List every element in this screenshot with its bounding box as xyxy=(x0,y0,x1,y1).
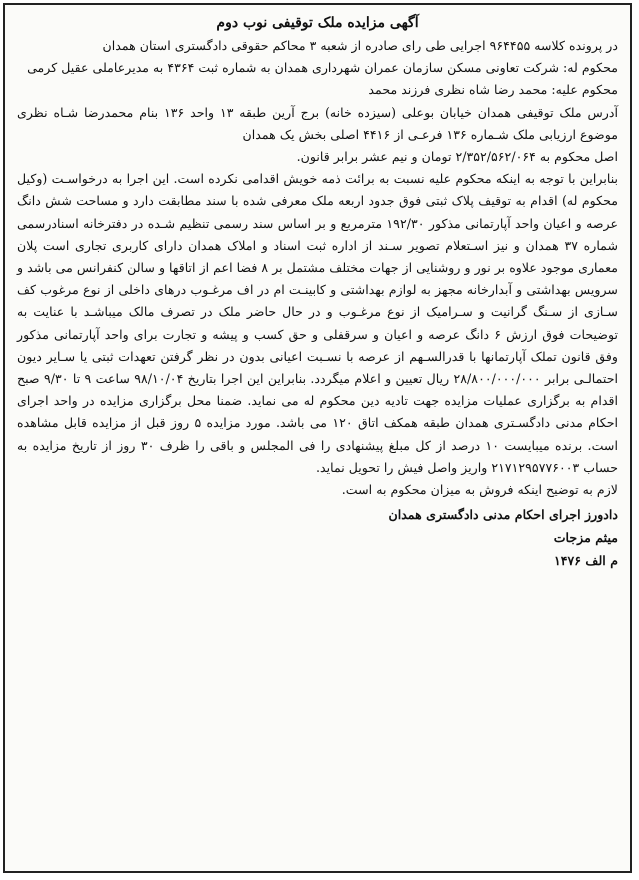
body-paragraph: بنابراین با توجه به اینکه محکوم علیه نسبت به برائت ذمه خویش اقدامی نکرده است. این اجرا به درخواسـت (وکیل محکوم له) اقدام به توقیف پلاک ثبتی فوق جدود اربعه ملک معرفی شده با سند مطابقت دارد و مساحت شش دانگ عرصه و اعیان واحد آپارتمانی مذکور ۱۹۲/۳۰ مترمربع و بر اساس سند رسمی تنظیم شـده در دفترخانه اسنادرسمی شماره ۳۷ همدان و نیز اسـتعلام تصویر سـند از اداره ثبت اسناد و املاک همدان دارای کاربری تجاری است پلان معماری موجود علاوه بر نور و روشنایی از جهات مختلف مشتمل بر ۸ فضا اعم از اتاقها و سالن کنفرانس می باشد و سرویس بهداشتی و آبدارخانه مجهز به لوازم بهداشتی و کابینـت ام در اف مرغـوب درهای داخلی از نوع مرغوب کف سـازی از سـنگ گرانیت و سـرامیک از نوع مرغـوب و در حال حاضر ملک در تصرف مالک میباشـد با عنایت به توضیحات فوق ارزش ۶ دانگ عرصه و اعیان و سرقفلی و حق کسب و پیشه و تجارت برای واحد آپارتمانی مذکور وفق قانون تملک آپارتمانها با قدرالسـهم از عرصه با نسـبت اعیانی بدون در نظر گرفتن تعهدات ثبتی یا سـایر دیون احتمالـی برابر ۲۸/۸۰۰/۰۰۰/۰۰۰ ریال تعیین و اعلام میگردد. بنابراین این اجرا بتاریخ ۹۸/۱۰/۰۴ ساعت ۹ تا ۹/۳۰ صبح اقدام به برگزاری عملیات مزایده جهت تادیه دین محکوم له می نماید. ضمنا محل برگزاری مزایده در واحد اجرای احکام مدنی دادگسـتری همدان طبقه همکف اتاق ۱۲۰ می باشد. مورد مزایده ۵ روز قبل از مزایده قابل مشاهده است. برنده میبایست ۱۰ درصد از کل مبلغ پیشنهادی را فی المجلس و باقی را ظرف ۳۰ روز از تاریخ مزایده به حساب ۲۱۷۱۲۹۵۷۷۶۰۰۳ واریز واصل فیش را تحویل نماید. xyxy=(17,171,619,475)
notice-title: آگهی مزایده ملک توقیفی نوب دوم xyxy=(216,15,419,31)
closing-paragraph: لازم به توضیح اینکه فروش به میزان محکوم به است. xyxy=(341,482,618,498)
notice-frame xyxy=(3,3,632,873)
signature-block xyxy=(17,503,618,572)
notice-code: م الف ۱۴۷۶ xyxy=(553,553,618,569)
principal-paragraph: اصل محکوم به ۲/۳۵۲/۵۶۲/۰۶۴ تومان و نیم عشر برابر قانون. xyxy=(296,149,618,165)
signature-name: میثم مزجات xyxy=(553,530,618,546)
signature-office: دادورز اجرای احکام مدنی دادگستری همدان xyxy=(388,507,618,523)
case-paragraph: در پرونده کلاسه ۹۶۴۴۵۵ اجرایی طی رای صادره از شعبه ۳ محاکم حقوقی دادگستری استان همدان xyxy=(102,38,618,53)
debtor-paragraph: محکوم علیه: محمد رضا شاه نظری فرزند محمد xyxy=(368,82,618,98)
creditor-paragraph: محکوم له: شرکت تعاونی مسکن سازمان عمران شهرداری همدان به شماره ثبت ۴۳۶۴ به مدیرعاملی عقیل کرمی xyxy=(27,60,618,76)
auction-notice xyxy=(5,5,630,572)
address-paragraph: آدرس ملک توقیفی همدان خیابان بوعلی (سیزده خانه) برج آرین طبقه ۱۳ واحد ۱۳۶ بنام محمدرضا شـاه نظری موضوع ارزیابی ملک شـماره ۱۳۶ فرعـی از ۴۴۱۶ اصلی بخش یک همدان xyxy=(17,104,619,142)
